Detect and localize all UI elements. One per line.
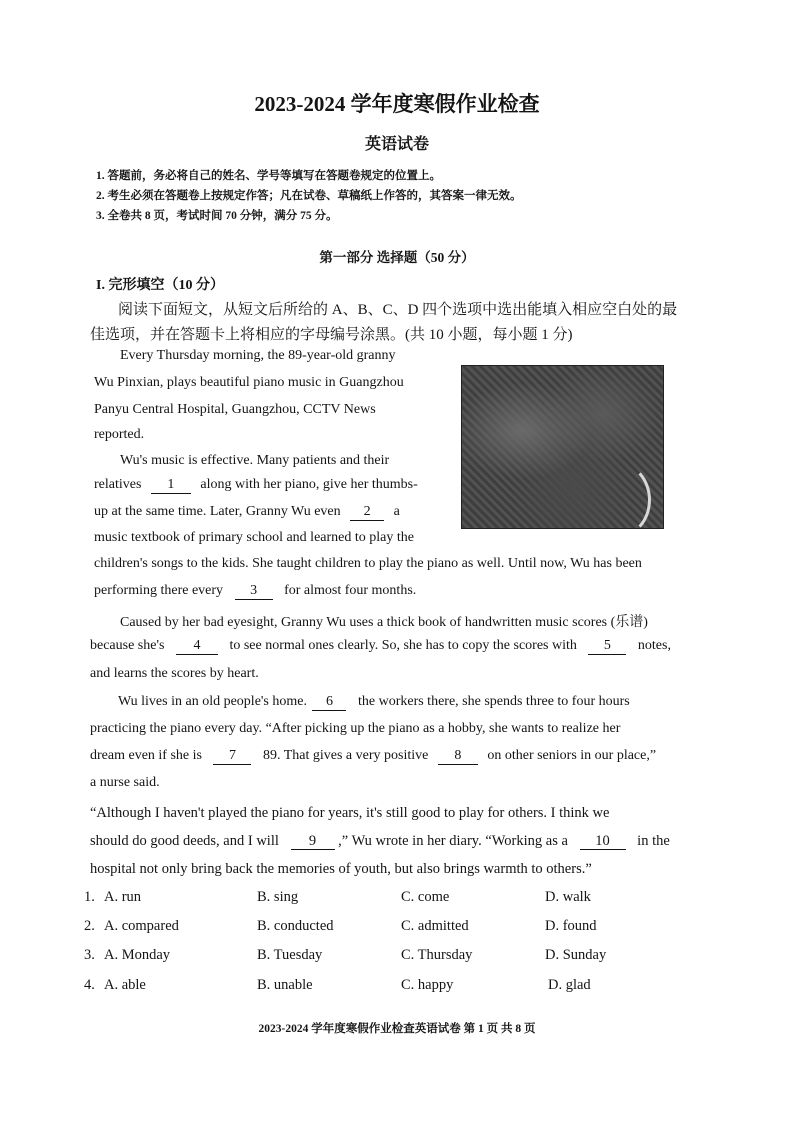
note-2: 2. 考生必须在答题卷上按规定作答；凡在试卷、草稿纸上作答的，其答案一律无效。 [96, 190, 522, 202]
note-3: 3. 全卷共 8 页，考试时间 70 分钟，满分 75 分。 [96, 210, 338, 222]
option-a: A. Monday [104, 947, 171, 963]
part-title: 第一部分 选择题（50 分） [319, 250, 475, 265]
blank-1: 1 [151, 477, 191, 494]
passage-line: Wu lives in an old people's home. 6 the workers there, she spends three to four hours [118, 694, 630, 709]
instruction-line-1: 阅读下面短文，从短文后所给的 A、B、C、D 四个选项中选出能填入相应空白处的最 [118, 302, 678, 318]
passage-line: a nurse said. [90, 775, 160, 790]
note-1: 1. 答题前，务必将自己的姓名、学号等填写在答题卷规定的位置上。 [96, 170, 441, 182]
passage-line: “Although I haven't played the piano for years, it's still good to play for others. I think we [90, 805, 610, 821]
blank-6: 6 [312, 694, 346, 711]
option-d: D. Sunday [545, 947, 607, 963]
passage-line: Wu Pinxian, plays beautiful piano music in Guangzhou [94, 375, 404, 390]
news-photo [461, 365, 664, 529]
exam-subtitle: 英语试卷 [364, 136, 429, 153]
passage-line: Wu's music is effective. Many patients and their [120, 453, 390, 468]
blank-8: 8 [438, 748, 478, 765]
option-b: B. unable [257, 977, 313, 993]
passage-line: performing there every 3 for almost four months. [94, 583, 417, 598]
passage-line: children's songs to the kids. She taught children to play the piano as well. Until now, Wu has been [94, 556, 642, 571]
option-d: D. found [545, 918, 597, 934]
option-b: B. Tuesday [257, 947, 323, 963]
option-a: A. able [104, 977, 146, 993]
passage-line: hospital not only bring back the memories of youth, but also brings warmth to others.” [90, 861, 592, 877]
passage-line: relatives 1 along with her piano, give her thumbs- [94, 477, 418, 492]
option-d: D. glad [548, 977, 591, 993]
option-b: B. conducted [257, 918, 334, 934]
question-number: 3. [84, 947, 95, 963]
option-b: B. sing [257, 889, 299, 905]
blank-3: 3 [235, 583, 273, 600]
blank-9: 9 [291, 833, 335, 850]
passage-line: Panyu Central Hospital, Guangzhou, CCTV News [94, 402, 376, 417]
question-number: 4. [84, 977, 95, 993]
passage-line: and learns the scores by heart. [90, 666, 259, 681]
question-number: 1. [84, 889, 95, 905]
option-d: D. walk [545, 889, 591, 905]
passage-line: dream even if she is 7 89. That gives a very positive 8 on other seniors in our place,” [90, 748, 657, 763]
instruction-line-2: 佳选项，并在答题卡上将相应的字母编号涂黑。(共 10 小题，每小题 1 分) [90, 327, 573, 343]
option-c: C. admitted [401, 918, 469, 934]
question-number: 2. [84, 918, 95, 934]
blank-4: 4 [176, 638, 218, 655]
blank-10: 10 [580, 833, 626, 850]
passage-line: Caused by her bad eyesight, Granny Wu uses a thick book of handwritten music scores (乐谱) [120, 615, 648, 630]
option-a: A. compared [104, 918, 179, 934]
option-c: C. happy [401, 977, 454, 993]
section-title: I. 完形填空（10 分） [96, 278, 224, 293]
option-c: C. Thursday [401, 947, 473, 963]
passage-line: practicing the piano every day. “After picking up the piano as a hobby, she wants to realize her [90, 721, 621, 736]
option-a: A. run [104, 889, 142, 905]
passage-line: music textbook of primary school and learned to play the [94, 530, 414, 545]
passage-line: reported. [94, 427, 145, 442]
passage-line: should do good deeds, and I will 9 ,” Wu wrote in her diary. “Working as a 10 in the [90, 833, 670, 849]
blank-7: 7 [213, 748, 251, 765]
page-footer: 2023-2024 学年度寒假作业检查英语试卷 第 1 页 共 8 页 [258, 1023, 536, 1035]
passage-line: up at the same time. Later, Granny Wu even 2 a [94, 504, 400, 519]
passage-line: Every Thursday morning, the 89-year-old granny [120, 348, 396, 363]
blank-5: 5 [588, 638, 626, 655]
passage-line: because she's 4 to see normal ones clearly. So, she has to copy the scores with 5 notes, [90, 638, 671, 653]
option-c: C. come [401, 889, 450, 905]
blank-2: 2 [350, 504, 384, 521]
exam-title: 2023-2024 学年度寒假作业检查 [254, 92, 540, 116]
